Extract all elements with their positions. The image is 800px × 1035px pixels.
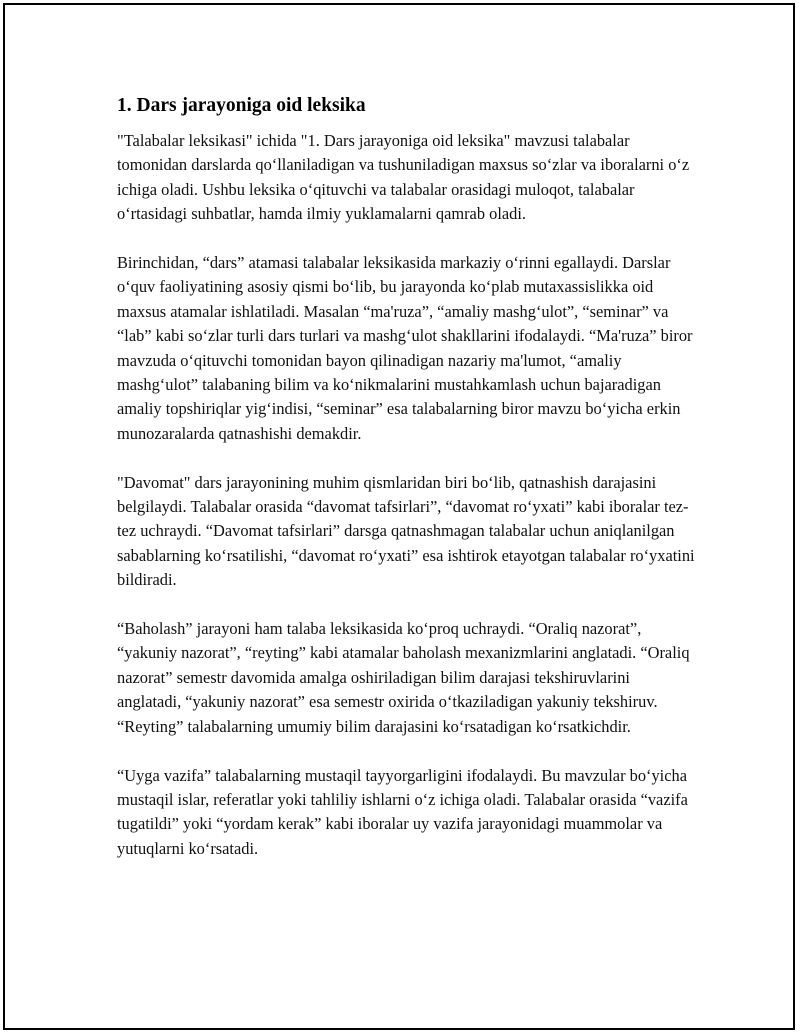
paragraph-uyga-vazifa: “Uyga vazifa” talabalarning mustaqil tayyorgarligini ifodalaydi. Bu mavzular bo‘yicha mustaqil islar, referatlar yoki tahliliy ishlarni o‘z ichiga oladi. Talabalar orasida “vazifa tugatildi” yoki “yordam kerak” kabi iboralar uy vazifa jarayonidagi muammolar va yutuqlarni ko‘rsatadi. — [117, 765, 688, 858]
paragraph-davomat: "Davomat" dars jarayonining muhim qismlaridan biri bo‘lib, qatnashish darajasini belgilaydi. Talabalar orasida “davomat tafsirlari”, “davomat ro‘yxati” kabi iboralar tez-tez uchraydi. “Davomat tafsirlari” darsga qatnashmagan talabalar uchun aniqlanilgan sabablarning ko‘rsatilishi, “davomat ro‘yxati” esa ishtirok etayotgan talabalar ro‘yxatini bildiradi. — [117, 472, 695, 590]
section-heading: 1. Dars jarayoniga oid leksika — [117, 95, 366, 116]
paragraph-dars: Birinchidan, “dars” atamasi talabalar leksikasida markaziy o‘rinni egallaydi. Darslar o‘quv faoliyatining asosiy qismi bo‘lib, bu jarayonda ko‘plab mutaxassislikka oid maxsus atamalar ishlatiladi. Masalan “ma'ruza”, “amaliy mashg‘ulot”, “seminar” va “lab” kabi so‘zlar turli dars turlari va mashg‘ulot shakllarini ifodalaydi. “Ma'ruza” biror mavzuda o‘qituvchi tomonidan bayon qilinadigan nazariy ma'lumot, “amaliy mashg‘ulot” talabaning bilim va ko‘nikmalarini mustahkamlash uchun bajaradigan amaliy topshiriqlar yig‘indisi, “seminar” esa talabalarning biror mavzu bo‘yicha erkin munozaralarda qatnashishi demakdir. — [117, 253, 693, 443]
document-body — [117, 94, 697, 886]
paragraph-intro: "Talabalar leksikasi" ichida "1. Dars jarayoniga oid leksika" mavzusi talabalar tomonidan darslarda qo‘llaniladigan va tushuniladigan maxsus so‘zlar va iboralarni o‘z ichiga oladi. Ushbu leksika o‘qituvchi va talabalar orasidagi muloqot, talabalar o‘rtasidagi suhbatlar, hamda ilmiy yuklamalarni qamrab oladi. — [117, 131, 690, 224]
paragraph-baholash: “Baholash” jarayoni ham talaba leksikasida ko‘proq uchraydi. “Oraliq nazorat”, “yakuniy nazorat”, “reyting” kabi atamalar baholash mexanizmlarini anglatadi. “Oraliq nazorat” semestr davomida amalga oshiriladigan bilim darajasi tekshiruvlarini anglatadi, “yakuniy nazorat” esa semestr oxirida o‘tkaziladigan yakuniy tekshiruv. “Reyting” talabalarning umumiy bilim darajasini ko‘rsatadigan ko‘rsatkichdir. — [117, 619, 690, 736]
